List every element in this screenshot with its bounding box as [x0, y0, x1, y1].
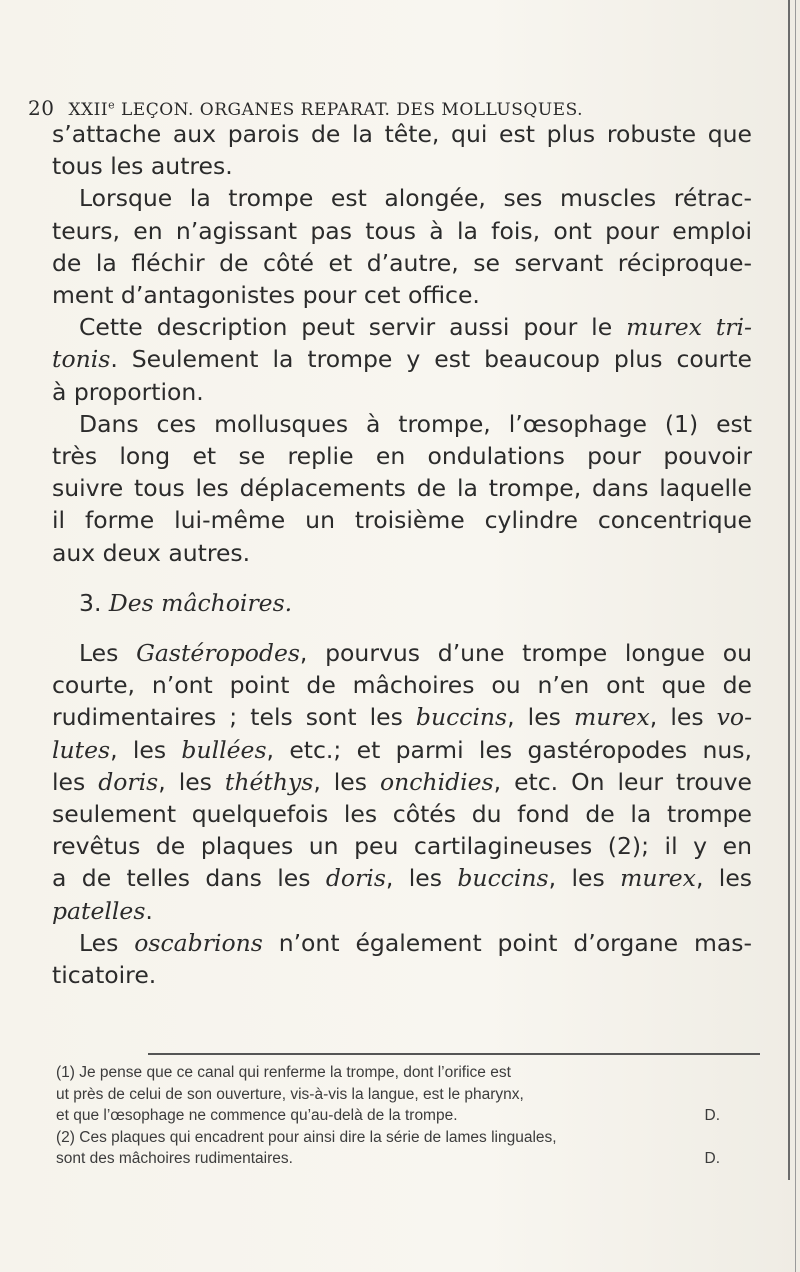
section-title: Des mâchoires.	[108, 588, 293, 617]
p5-line5: les doris, les théthys, les onchidies, etc. On leur trouve	[52, 767, 753, 796]
header-lecon-number: XXII	[68, 100, 109, 120]
footnote-2-line1: (2) Ces plaques qui encadrent pour ainsi dire la série de lames linguales,	[56, 1128, 557, 1146]
main-text	[52, 118, 752, 991]
footnote-1-line2: ut près de celui de son ouverture, vis-à-vis la langue, est le pharynx,	[56, 1085, 524, 1103]
p4-line3: suivre tous les déplacements de la trompe, dans laquelle	[52, 474, 752, 503]
footnote-rule	[148, 1053, 760, 1055]
p5-line3: rudimentaires ; tels sont les buccins, les murex, les vo-	[52, 703, 753, 732]
page-edge-line-outer	[795, 0, 796, 1272]
p3-line1: Cette description peut servir aussi pour le murex tri-	[79, 313, 752, 342]
p2-line2: teurs, en n’agissant pas tous à la fois, ont pour emploi	[52, 216, 752, 245]
p4-line4: il forme lui-même un troisième cylindre concentrique	[52, 506, 752, 535]
p5-line1: Les Gastéropodes, pourvus d’une trompe longue ou	[79, 639, 752, 668]
p4-line1: Dans ces mollusques à trompe, l’œsophage (1) est	[79, 409, 752, 438]
page-number: 20	[28, 96, 55, 120]
section-number: 3.	[79, 588, 109, 617]
p3-line3: à proportion.	[52, 377, 204, 406]
p6-line2: ticatoire.	[52, 961, 157, 990]
p1-line2: tous les autres.	[52, 152, 233, 181]
footnote-2-signature: D.	[704, 1150, 720, 1167]
p4-line2: très long et se replie en ondulations pour pouvoir	[52, 442, 752, 471]
p5-line6: seulement quelquefois les côtés du fond de la trompe	[52, 800, 752, 829]
p5-line4: lutes, les bullées, etc.; et parmi les gastéropodes nus,	[52, 735, 752, 764]
footnote-1-line3-row	[56, 1105, 756, 1127]
header-title: LEÇON. ORGANES REPARAT. DES MOLLUSQUES.	[115, 100, 584, 120]
footnote-1-line1: (1) Je pense que ce canal qui renferme la trompe, dont l’orifice est	[56, 1064, 511, 1081]
footnote-2-line2: sont des mâchoires rudimentaires.	[56, 1150, 293, 1167]
p3-line2: tonis. Seulement la trompe y est beaucoup plus courte	[52, 345, 752, 374]
p4-line5: aux deux autres.	[52, 538, 251, 567]
p5-line2: courte, n’ont point de mâchoires ou n’en ont que de	[52, 671, 752, 700]
footnotes	[56, 1062, 756, 1170]
p5-line8: a de telles dans les doris, les buccins, les murex, les	[52, 864, 753, 893]
p5-line9: patelles.	[52, 896, 153, 925]
header-lecon-sup: e	[108, 98, 116, 112]
footnote-2-line2-row	[56, 1148, 756, 1170]
footnote-1-signature: D.	[704, 1107, 720, 1124]
page-edge-line	[788, 0, 790, 1180]
p1-line1: s’attache aux parois de la tête, qui est plus robuste que	[52, 120, 752, 148]
footnote-1-line3: et que l’œsophage ne commence qu’au-delà de la trompe.	[56, 1107, 458, 1124]
section-heading	[52, 587, 752, 619]
p2-line1: Lorsque la trompe est alongée, ses muscles rétrac-	[79, 184, 752, 213]
running-header	[28, 96, 768, 120]
p2-line4: ment d’antagonistes pour cet office.	[52, 281, 480, 310]
p6-line1: Les oscabrions n’ont également point d’organe mas-	[79, 928, 752, 957]
p5-line7: revêtus de plaques un peu cartilagineuses (2); il y en	[52, 832, 752, 861]
p2-line3: de la fléchir de côté et d’autre, se servant réciproque-	[52, 248, 752, 277]
